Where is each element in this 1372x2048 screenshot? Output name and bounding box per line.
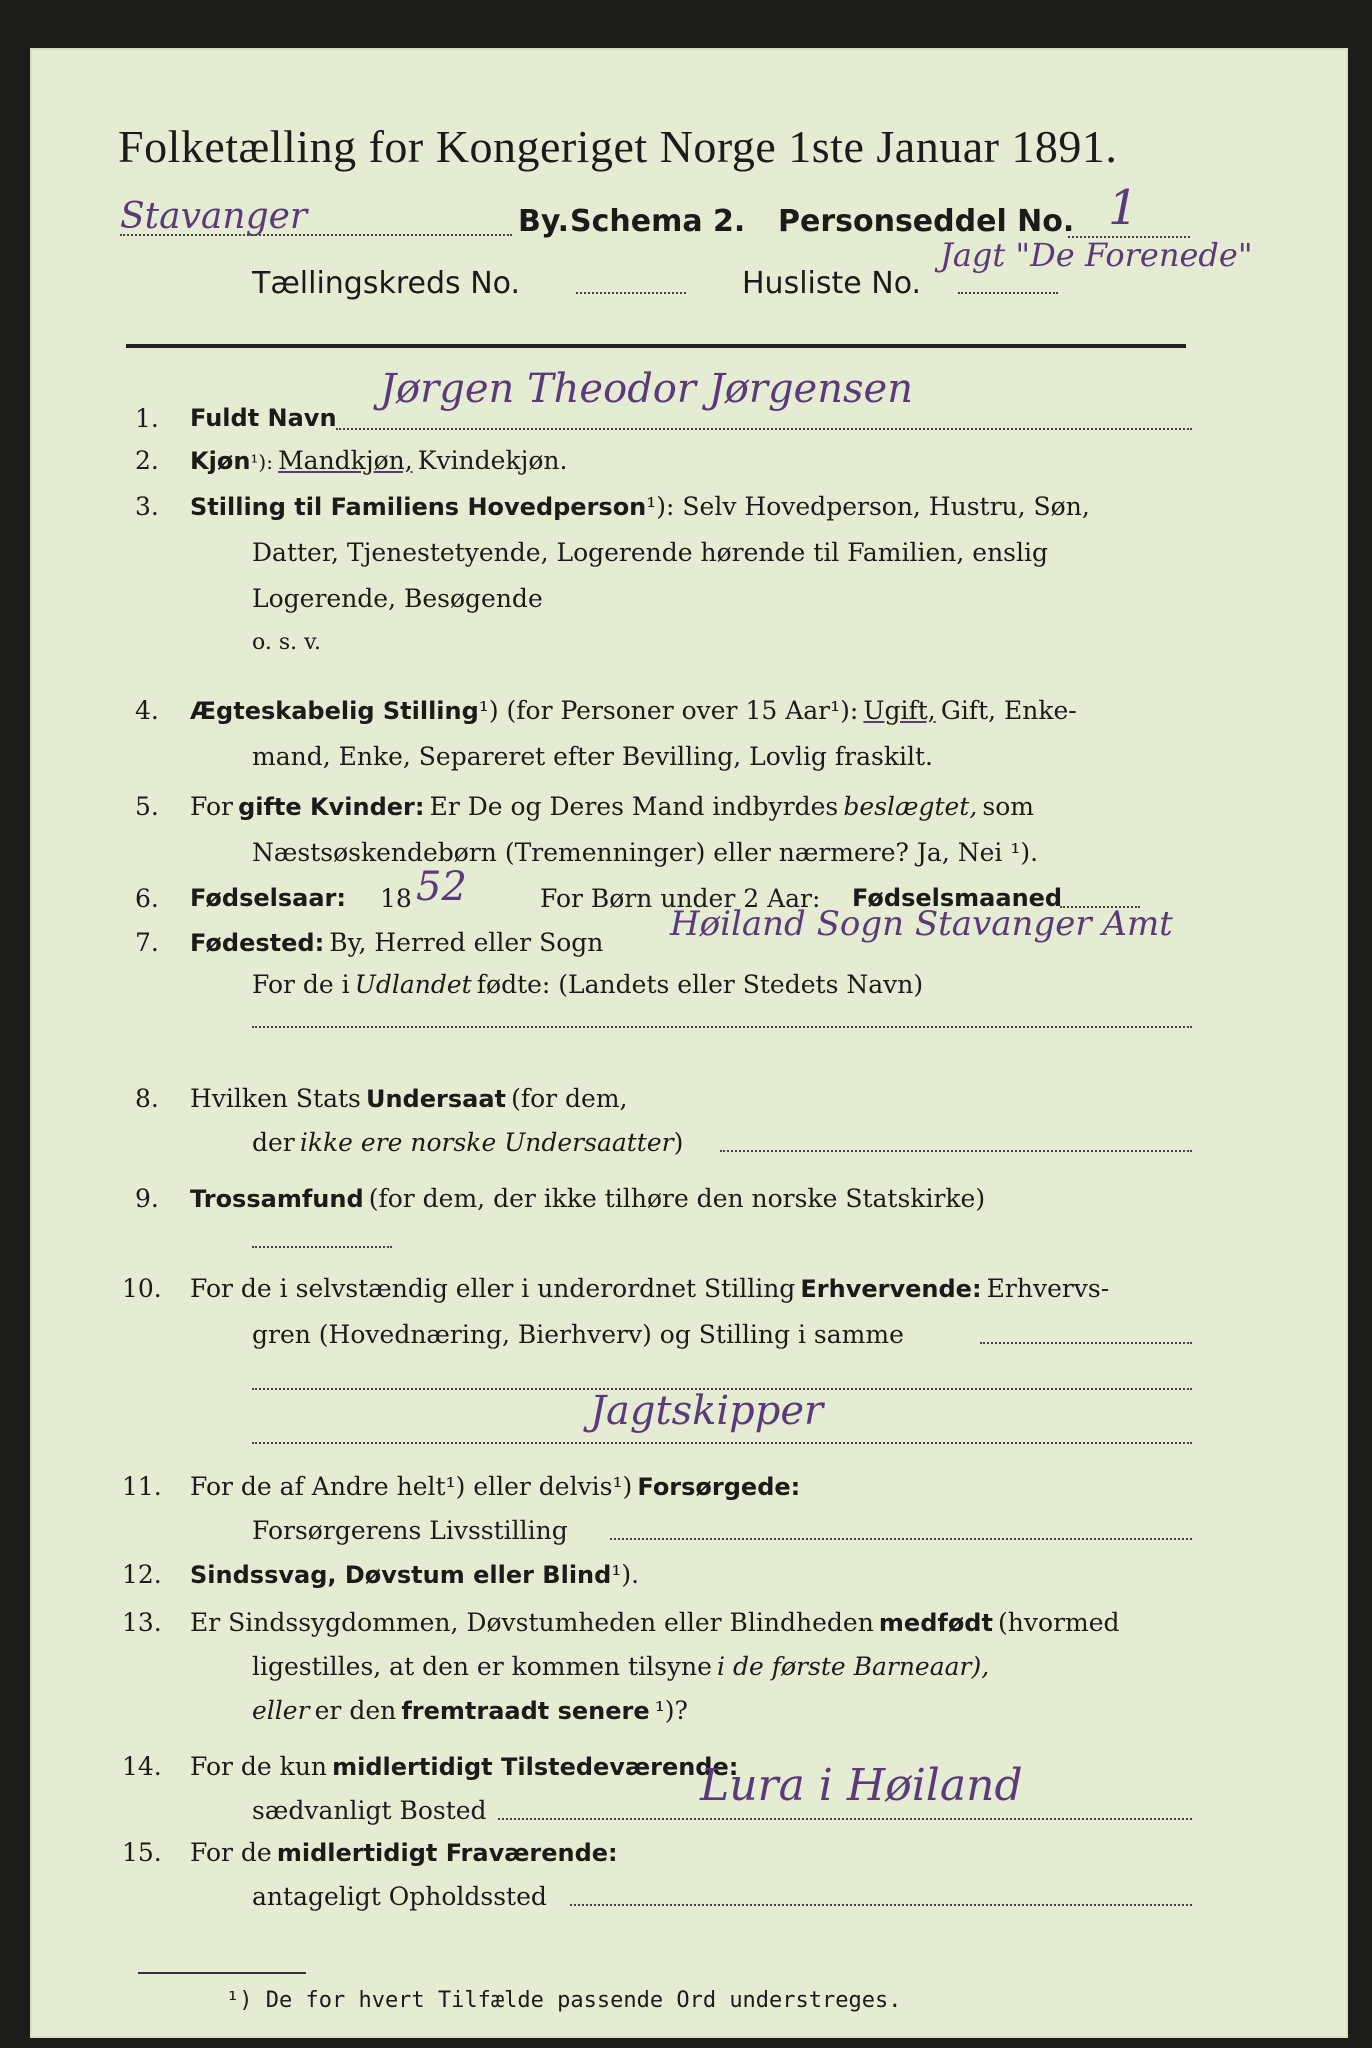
item-6-label: Fødselsaar: — [190, 884, 346, 912]
huslist-handwritten: Jagt "De Forenede" — [940, 236, 1253, 274]
occupation-handwritten: Jagtskipper — [590, 1388, 824, 1434]
item-15-line-1: For de midlertidigt Fraværende: — [190, 1838, 618, 1867]
item-3-number: 3. — [135, 492, 159, 521]
item-2-number: 2. — [135, 446, 159, 475]
item-10-line-1: For de i selvstændig eller i underordnet Stilling Erhvervende: Erhvervs- — [190, 1274, 1110, 1303]
item-7-line-1: Fødested: By, Herred eller Sogn — [190, 928, 604, 957]
item-7-number: 7. — [135, 928, 159, 957]
item-9-number: 9. — [135, 1184, 159, 1213]
religion-dotted-line — [252, 1246, 392, 1248]
item-15-number: 15. — [122, 1838, 162, 1867]
header-rule — [126, 344, 1186, 348]
item-10-number: 10. — [122, 1274, 162, 1303]
footnote: ¹) De for hvert Tilfælde passende Ord understreges. — [226, 1988, 902, 2013]
item-14-line-2: sædvanligt Bosted — [252, 1796, 487, 1825]
residence-dotted-line — [498, 1818, 1192, 1820]
footnote-rule — [138, 1972, 306, 1974]
personseddel-label: Personseddel No. — [778, 204, 1075, 239]
item-6-century: 18 — [380, 884, 412, 913]
item-6-month-label: Fødselsmaaned — [852, 884, 1063, 912]
item-1-number: 1. — [135, 404, 159, 433]
supporter-dotted-line — [610, 1538, 1192, 1540]
item-12-number: 12. — [122, 1560, 162, 1589]
item-2-line: Kjøn¹): Mandkjøn, Kvindekjøn. — [190, 446, 568, 475]
item-11-number: 11. — [122, 1472, 162, 1501]
item-7-line-2: For de i Udlandet fødte: (Landets eller Stedets Navn) — [252, 970, 924, 999]
item-5-line-1: For gifte Kvinder: Er De og Deres Mand indbyrdes beslægtet, som — [190, 792, 1034, 821]
item-13-line-2: ligestilles, at den er kommen tilsyne i de første Barneaar), — [252, 1652, 990, 1681]
occupation-dotted-line-1 — [980, 1342, 1192, 1344]
item-11-line-2: Forsørgerens Livsstilling — [252, 1516, 568, 1545]
foreign-birthplace-dotted-line — [252, 1026, 1192, 1028]
item-4-line-2: mand, Enke, Separeret efter Bevilling, Lovlig fraskilt. — [252, 742, 933, 771]
full-name-handwritten: Jørgen Theodor Jørgensen — [380, 366, 913, 412]
person-no-handwritten: 1 — [1108, 180, 1139, 236]
item-5-number: 5. — [135, 792, 159, 821]
item-6-child-label: For Børn under 2 Aar: — [540, 884, 821, 913]
huslist-label: Husliste No. — [742, 266, 922, 301]
item-3-line-2: Datter, Tjenestetyende, Logerende hørende til Familien, enslig — [252, 538, 1049, 567]
item-4-line-1: Ægteskabelig Stilling¹) (for Personer over 15 Aar¹): Ugift, Gift, Enke- — [190, 696, 1077, 725]
item-10-line-2: gren (Hovednæring, Bierhverv) og Stilling i samme — [252, 1320, 904, 1349]
item-14-line-1: For de kun midlertidigt Tilstedeværende: — [190, 1752, 739, 1781]
item-8-line-2: der ikke ere norske Undersaatter) — [252, 1128, 684, 1157]
birth-year-handwritten: 52 — [416, 864, 467, 910]
census-form-page — [30, 48, 1348, 2038]
subject-dotted-line — [720, 1150, 1192, 1152]
item-6-number: 6. — [135, 884, 159, 913]
item-11-line-1: For de af Andre helt¹) eller delvis¹) Forsørgede: — [190, 1472, 801, 1501]
abode-dotted-line — [570, 1904, 1192, 1906]
city-handwritten: Stavanger — [120, 196, 308, 237]
item-12-line: Sindssvag, Døvstum eller Blind¹). — [190, 1560, 640, 1589]
huslist-dotted-line — [958, 292, 1058, 294]
birthplace-handwritten: Høiland Sogn Stavanger Amt — [670, 904, 1173, 944]
occupation-dotted-line-3 — [252, 1442, 1192, 1444]
schema-label: Schema 2. — [570, 204, 746, 239]
item-1-label: Fuldt Navn — [190, 404, 337, 432]
by-label: By. — [518, 204, 570, 239]
item-13-line-1: Er Sindssygdommen, Døvstumheden eller Blindheden medfødt (hvormed — [190, 1608, 1120, 1637]
kreds-label: Tællingskreds No. — [252, 266, 520, 301]
name-dotted-line — [336, 428, 1192, 430]
item-15-line-2: antageligt Opholdssted — [252, 1882, 547, 1911]
usual-residence-handwritten: Lura i Høiland — [700, 1760, 1023, 1811]
item-13-line-3: eller er den fremtraadt senere ¹)? — [252, 1696, 688, 1725]
item-14-number: 14. — [122, 1752, 162, 1781]
item-3-line-1: Stilling til Familiens Hovedperson¹): Selv Hovedperson, Hustru, Søn, — [190, 492, 1090, 521]
item-4-number: 4. — [135, 696, 159, 725]
form-title: Folketælling for Kongeriget Norge 1ste Januar 1891. — [118, 121, 1118, 172]
item-8-line-1: Hvilken Stats Undersaat (for dem, — [190, 1084, 628, 1113]
item-3-line-4: o. s. v. — [252, 630, 321, 655]
item-13-number: 13. — [122, 1608, 162, 1637]
item-9-line-1: Trossamfund (for dem, der ikke tilhøre den norske Statskirke) — [190, 1184, 986, 1213]
item-5-line-2: Næstsøskendebørn (Tremenninger) eller nærmere? Ja, Nei ¹). — [252, 838, 1039, 867]
city-dotted-line — [120, 234, 512, 236]
item-8-number: 8. — [135, 1084, 159, 1113]
item-3-line-3: Logerende, Besøgende — [252, 584, 543, 613]
kreds-dotted-line — [576, 292, 686, 294]
